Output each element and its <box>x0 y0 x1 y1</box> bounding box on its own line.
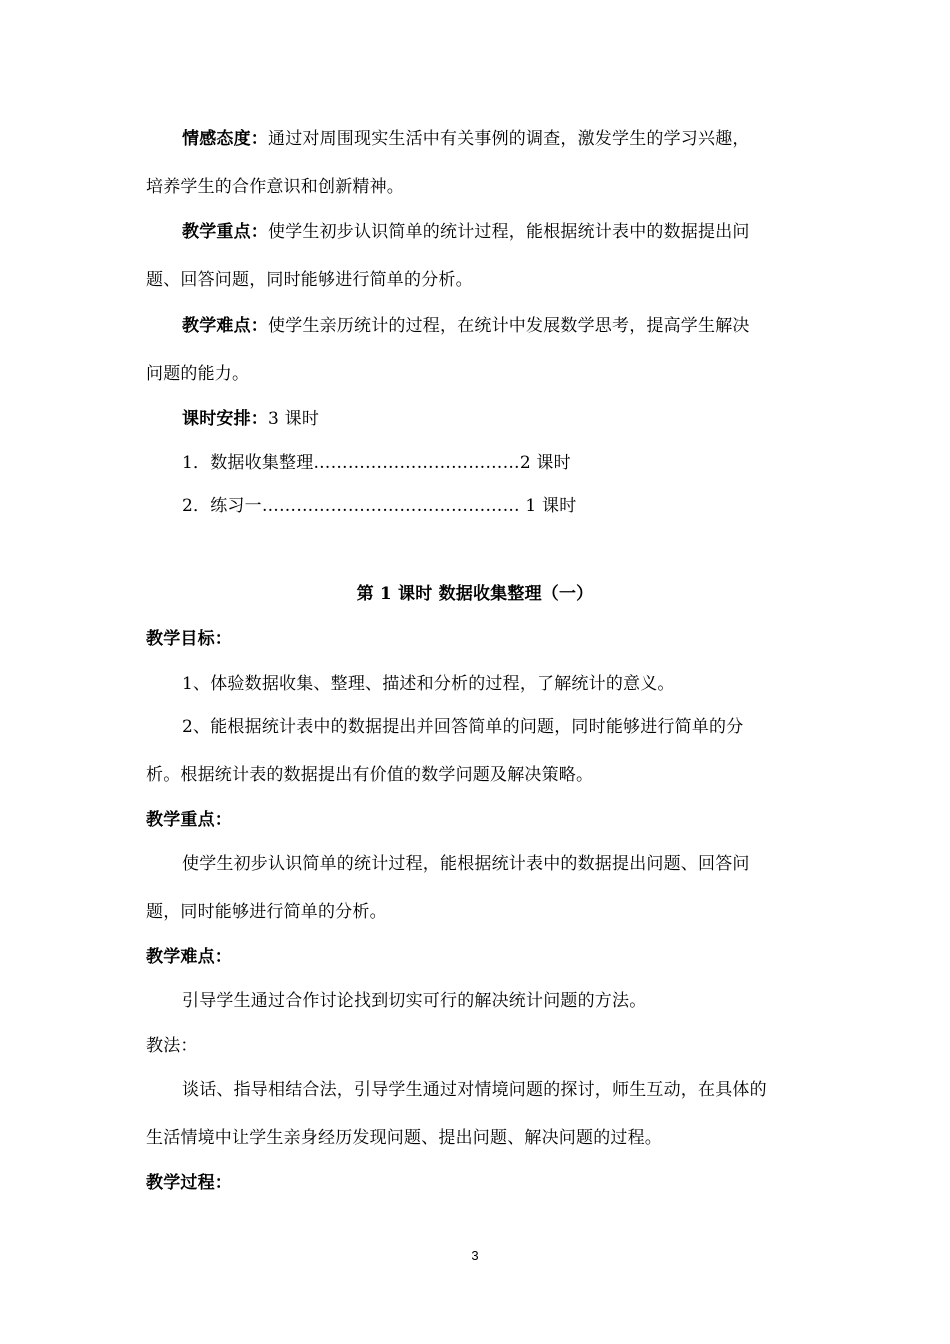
method-line2: 生活情境中让学生亲身经历发现问题、提出问题、解决问题的过程。 <box>146 1128 662 1148</box>
emotion-paragraph-line2: 培养学生的合作意识和创新精神。 <box>146 177 404 197</box>
emotion-text: 通过对周围现实生活中有关事例的调查，激发学生的学习兴趣， <box>268 129 750 149</box>
objective-2-line1: 2、能根据统计表中的数据提出并回答简单的问题，同时能够进行简单的分 <box>182 717 744 737</box>
difficulty-line: 引导学生通过合作讨论找到切实可行的解决统计问题的方法。 <box>182 991 647 1011</box>
key-line1: 使学生初步认识简单的统计过程，能根据统计表中的数据提出问题、回答问 <box>182 854 750 874</box>
emotion-paragraph-line1 <box>182 128 750 150</box>
difficulty-heading: 教学难点： <box>146 947 232 967</box>
key-point-paragraph-line2: 题、回答问题，同时能够进行简单的分析。 <box>146 270 473 290</box>
key-point-paragraph-line1 <box>182 221 750 243</box>
method-heading: 教法： <box>146 1036 198 1056</box>
difficulty-paragraph-line1 <box>182 315 750 337</box>
schedule-label: 课时安排： <box>182 409 268 429</box>
schedule-text: 3 课时 <box>268 409 320 429</box>
difficulty-label: 教学难点： <box>182 316 268 336</box>
page-number: 3 <box>471 1248 479 1263</box>
schedule-line <box>182 408 319 430</box>
difficulty-text: 使学生亲历统计的过程，在统计中发展数学思考，提高学生解决 <box>268 316 750 336</box>
key-point-text: 使学生初步认识简单的统计过程，能根据统计表中的数据提出问 <box>268 222 750 242</box>
key-heading: 教学重点： <box>146 810 232 830</box>
key-point-label: 教学重点： <box>182 222 268 242</box>
lesson-title: 第 1 课时 数据收集整理（一） <box>356 584 594 604</box>
objective-1: 1、体验数据收集、整理、描述和分析的过程，了解统计的意义。 <box>182 674 675 694</box>
key-line2: 题，同时能够进行简单的分析。 <box>146 902 387 922</box>
process-heading: 教学过程： <box>146 1173 232 1193</box>
objectives-heading: 教学目标： <box>146 629 232 649</box>
schedule-item: 1．数据收集整理………………………………2 课时 <box>182 453 571 473</box>
objective-2-line2: 析。根据统计表的数据提出有价值的数学问题及解决策略。 <box>146 765 594 785</box>
difficulty-paragraph-line2: 问题的能力。 <box>146 364 250 384</box>
method-line1: 谈话、指导相结合法，引导学生通过对情境问题的探讨，师生互动，在具体的 <box>182 1080 767 1100</box>
schedule-item: 2．练习一……………………………………… 1 课时 <box>182 496 577 516</box>
emotion-label: 情感态度： <box>182 129 268 149</box>
